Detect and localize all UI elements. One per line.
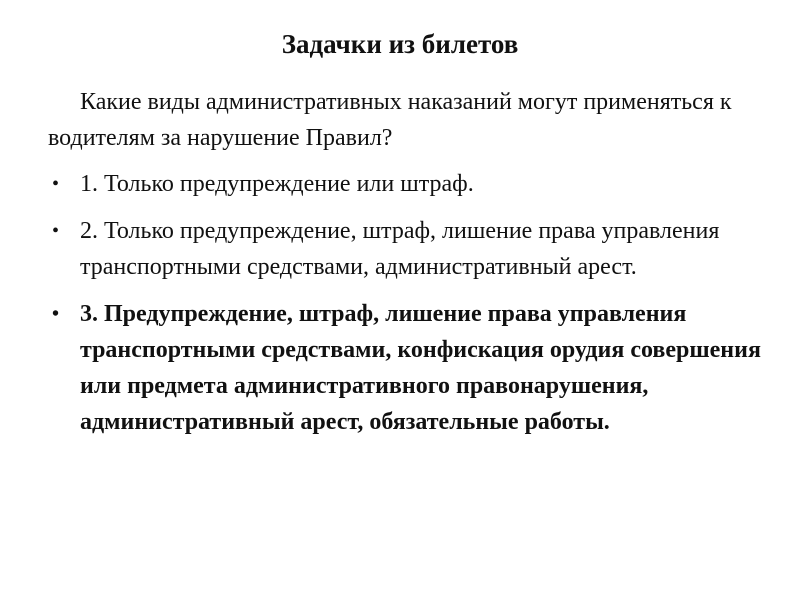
answer-option-1 — [50, 166, 770, 202]
slide-title: Задачки из билетов — [281, 29, 519, 59]
answer-option-3-correct — [50, 296, 770, 440]
bullet-icon: • — [52, 303, 60, 325]
bullet-icon: • — [52, 220, 60, 242]
bullet-icon: • — [52, 173, 60, 195]
answer-option-text: 3. Предупреждение, штраф, лишение права управления транспортными средствами, конфискация орудия совершения или предмета административного правонарушения, административный арест, обязательные работы. — [80, 301, 761, 435]
answer-option-2 — [50, 213, 770, 285]
question-text: Какие виды административных наказаний могут применяться к водителям за нарушение Правил? — [48, 89, 732, 151]
answer-option-text: 1. Только предупреждение или штраф. — [80, 171, 474, 197]
answer-option-text: 2. Только предупреждение, штраф, лишение права управления транспортными средствами, административный арест. — [80, 218, 720, 280]
answer-options-list — [50, 166, 770, 451]
